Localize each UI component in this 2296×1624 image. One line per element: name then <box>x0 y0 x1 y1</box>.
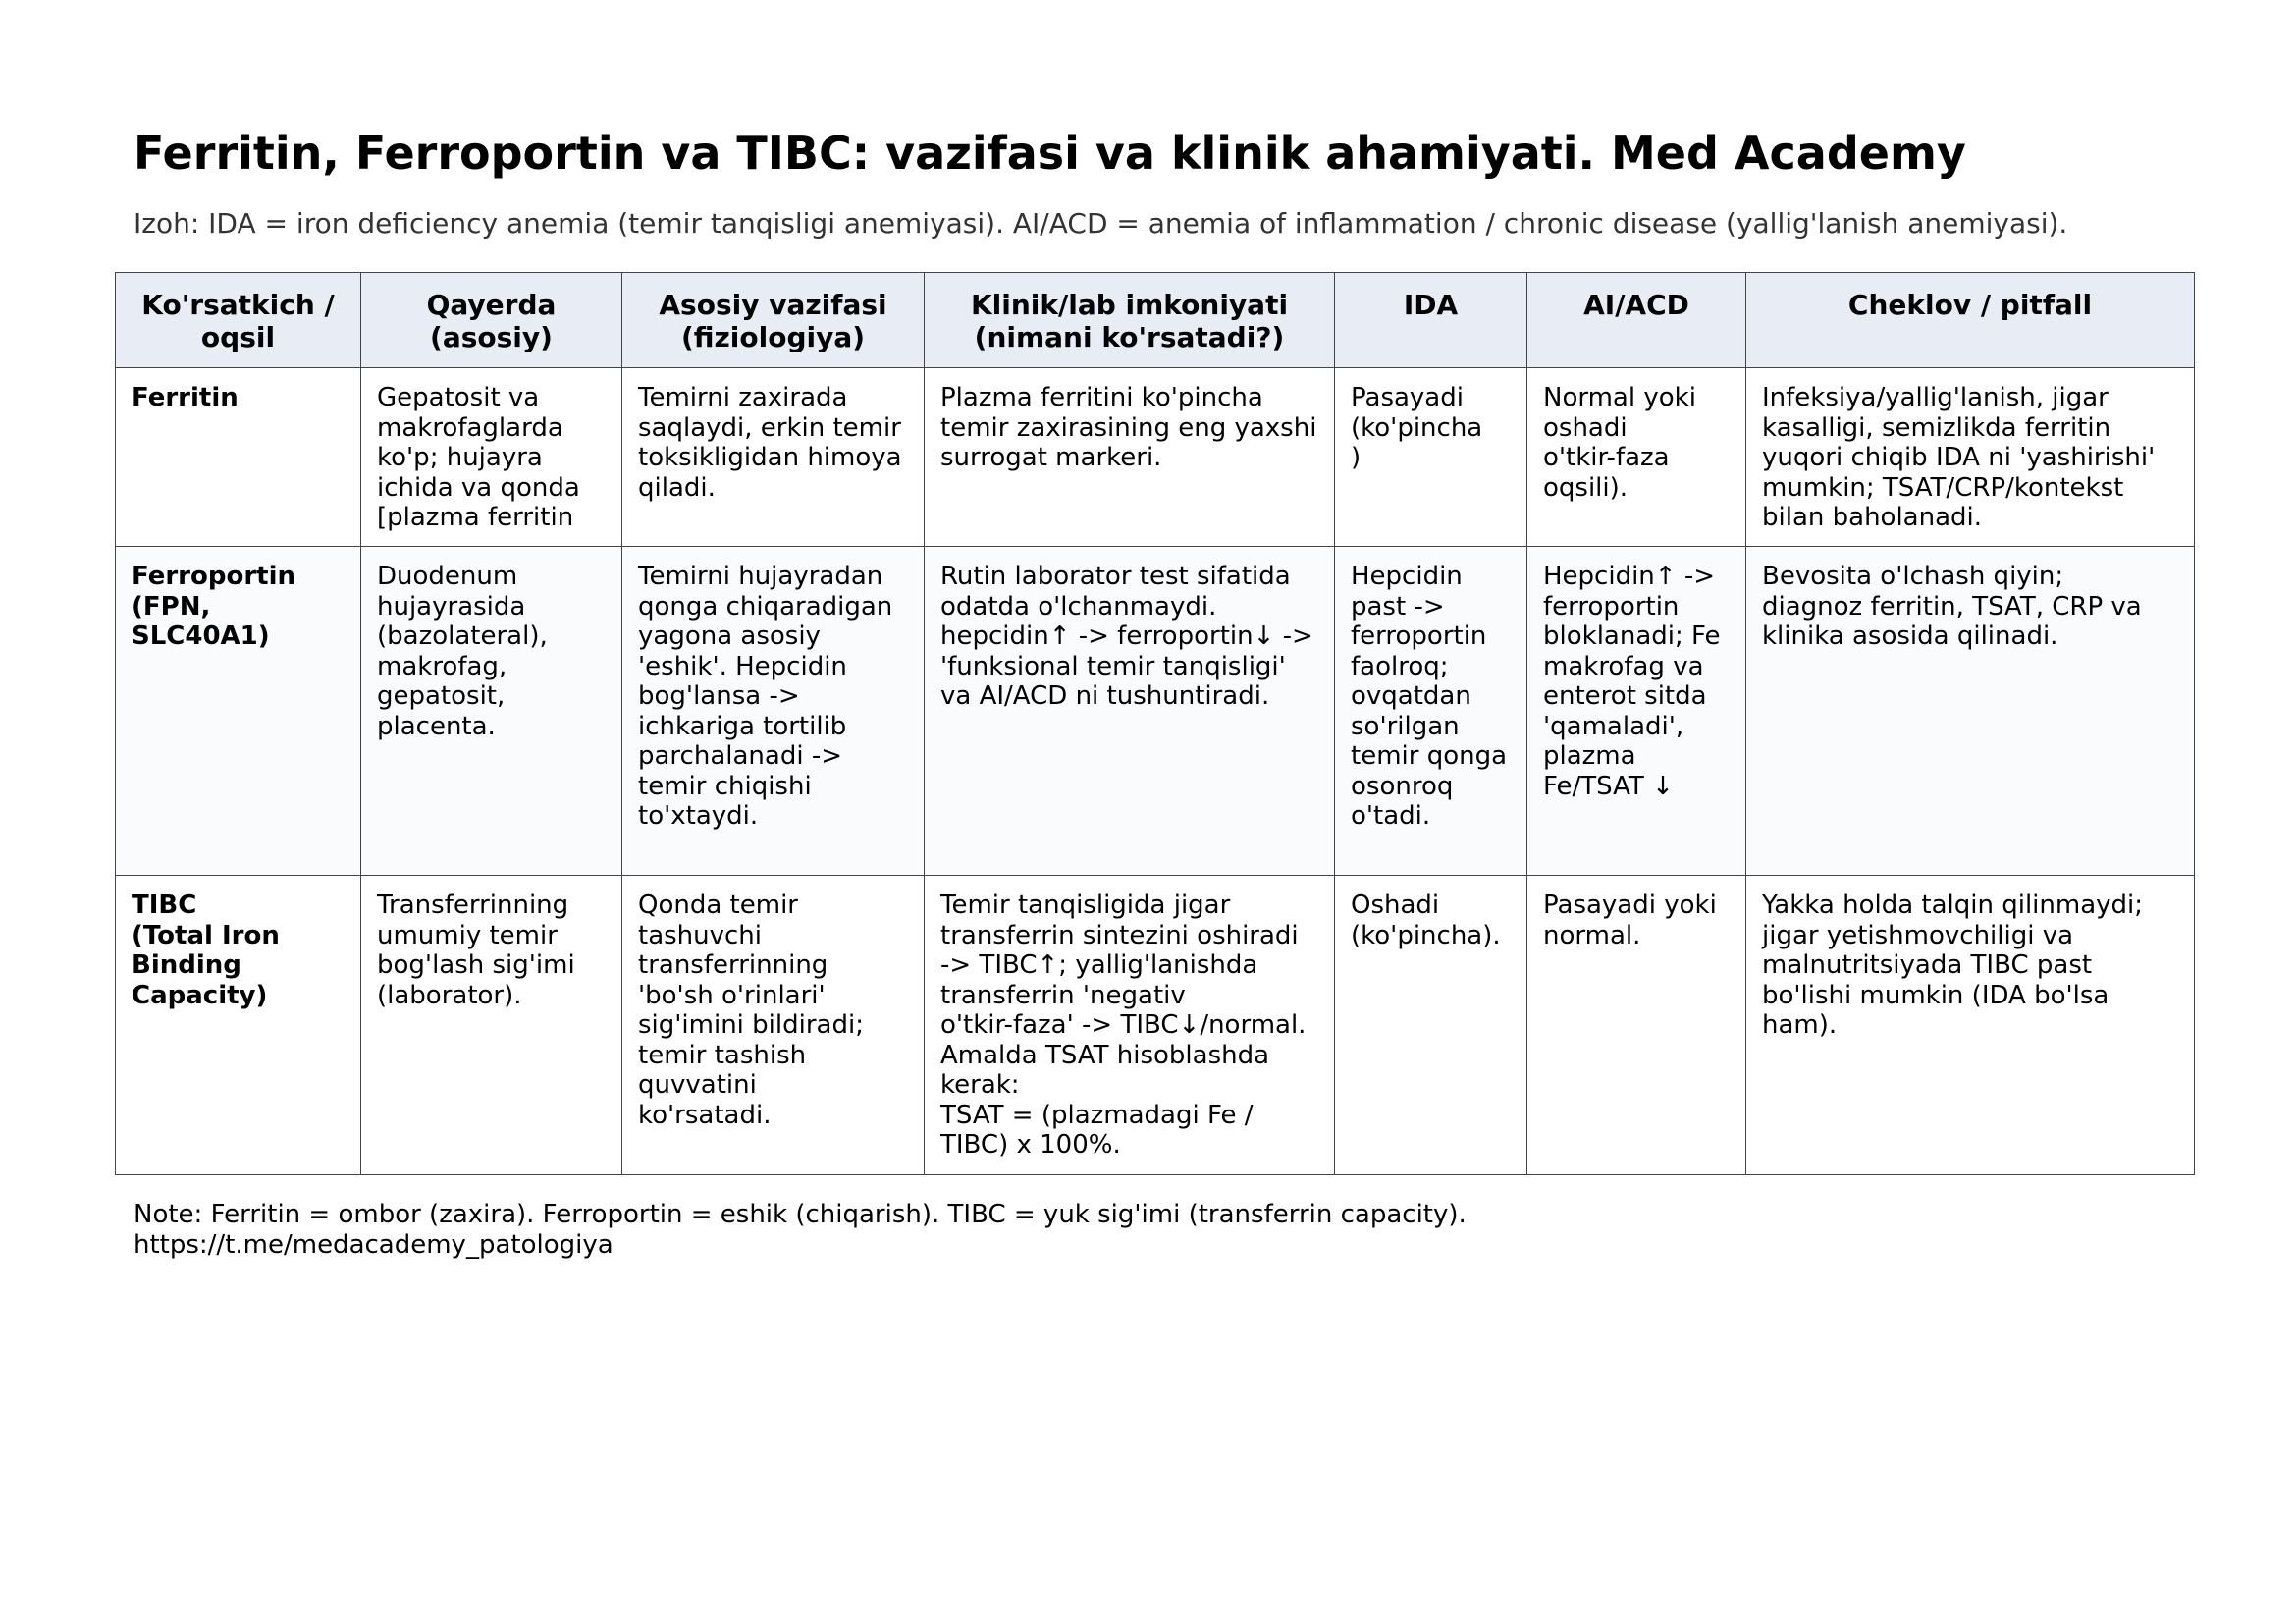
header-pitfall: Cheklov / pitfall <box>1746 273 2195 368</box>
table-cell: Pasayadi (ko'pincha ) <box>1335 368 1527 547</box>
header-function: Asosiy vazifasi (fiziologiya) <box>622 273 925 368</box>
table-cell: Ferroportin (FPN, SLC40A1) <box>116 547 361 876</box>
footer-link[interactable]: https://t.me/medacademy_patologiya <box>133 1230 614 1260</box>
header-ai-acd: AI/ACD <box>1527 273 1746 368</box>
table-cell: Temirni hujayradan qonga chiqaradigan yagona asosiy 'eshik'. Hepcidin bog'lansa -> ichkariga tortilib parchalanadi -> temir chiqishi to'xtaydi. <box>622 547 925 876</box>
table-cell: Infeksiya/yallig'lanish, jigar kasalligi, semizlikda ferritin yuqori chiqib IDA ni 'yashirishi' mumkin; TSAT/CRP/kontekst bilan baholanadi. <box>1746 368 2195 547</box>
table-cell: Bevosita o'lchash qiyin; diagnoz ferritin, TSAT, CRP va klinika asosida qilinadi. <box>1746 547 2195 876</box>
table-cell: Qonda temir tashuvchi transferrinning 'bo'sh o'rinlari' sig'imini bildiradi; temir tashish quvvatini ko'rsatadi. <box>622 876 925 1175</box>
comparison-table <box>115 272 2195 1175</box>
table-row-tibc <box>116 876 2195 1175</box>
table-cell: Gepatosit va makrofaglarda ko'p; hujayra ichida va qonda [plazma ferritin <box>361 368 622 547</box>
table-row-ferroportin <box>116 547 2195 876</box>
header-indicator: Ko'rsatkich / oqsil <box>116 273 361 368</box>
table-cell: Ferritin <box>116 368 361 547</box>
table-cell: Temirni zaxirada saqlaydi, erkin temir toksikligidan himoya qiladi. <box>622 368 925 547</box>
table-cell: Normal yoki oshadi o'tkir-faza oqsili). <box>1527 368 1746 547</box>
table-row-ferritin <box>116 368 2195 547</box>
document-page <box>115 0 2194 1624</box>
table-cell: Hepcidin past -> ferroportin faolroq; ovqatdan so'rilgan temir qonga osonroq o'tadi. <box>1335 547 1527 876</box>
header-ida: IDA <box>1335 273 1527 368</box>
abbreviation-note: Izoh: IDA = iron deficiency anemia (temir tanqisligi anemiyasi). AI/ACD = anemia of inflammation / chronic disease (yallig'lanish anemiyasi). <box>133 207 2068 240</box>
footer-note-text: Note: Ferritin = ombor (zaxira). Ferroportin = eshik (chiqarish). TIBC = yuk sig'imi (transferrin capacity). <box>133 1200 1467 1229</box>
page-title: Ferritin, Ferroportin va TIBC: vazifasi va klinik ahamiyati. Med Academy <box>133 127 1966 180</box>
table-cell: Yakka holda talqin qilinmaydi; jigar yetishmovchiligi va malnutritsiyada TIBC past bo'lishi mumkin (IDA bo'lsa ham). <box>1746 876 2195 1175</box>
footer-note <box>133 1200 1467 1261</box>
header-location: Qayerda (asosiy) <box>361 273 622 368</box>
table-header-row <box>116 273 2195 368</box>
table-cell: Duodenum hujayrasida (bazolateral), makrofag, gepatosit, placenta. <box>361 547 622 876</box>
table-cell: Rutin laborator test sifatida odatda o'lchanmaydi. hepcidin↑ -> ferroportin↓ -> 'funksional temir tanqisligi' va AI/ACD ni tushuntiradi. <box>925 547 1335 876</box>
table-cell: Oshadi (ko'pincha). <box>1335 876 1527 1175</box>
table-cell: Plazma ferritini ko'pincha temir zaxirasining eng yaxshi surrogat markeri. <box>925 368 1335 547</box>
table-cell: Temir tanqisligida jigar transferrin sintezini oshiradi -> TIBC↑; yallig'lanishda transferrin 'negativ o'tkir-faza' -> TIBC↓/normal. Amalda TSAT hisoblashda kerak: TSAT = (plazmadagi Fe / TIBC) x 100%. <box>925 876 1335 1175</box>
table-cell: TIBC (Total Iron Binding Capacity) <box>116 876 361 1175</box>
table-cell: Pasayadi yoki normal. <box>1527 876 1746 1175</box>
table-cell: Hepcidin↑ -> ferroportin bloklanadi; Fe makrofag va enterot sitda 'qamaladi', plazma Fe/TSAT ↓ <box>1527 547 1746 876</box>
header-clinical: Klinik/lab imkoniyati (nimani ko'rsatadi?) <box>925 273 1335 368</box>
table-cell: Transferrinning umumiy temir bog'lash sig'imi (laborator). <box>361 876 622 1175</box>
